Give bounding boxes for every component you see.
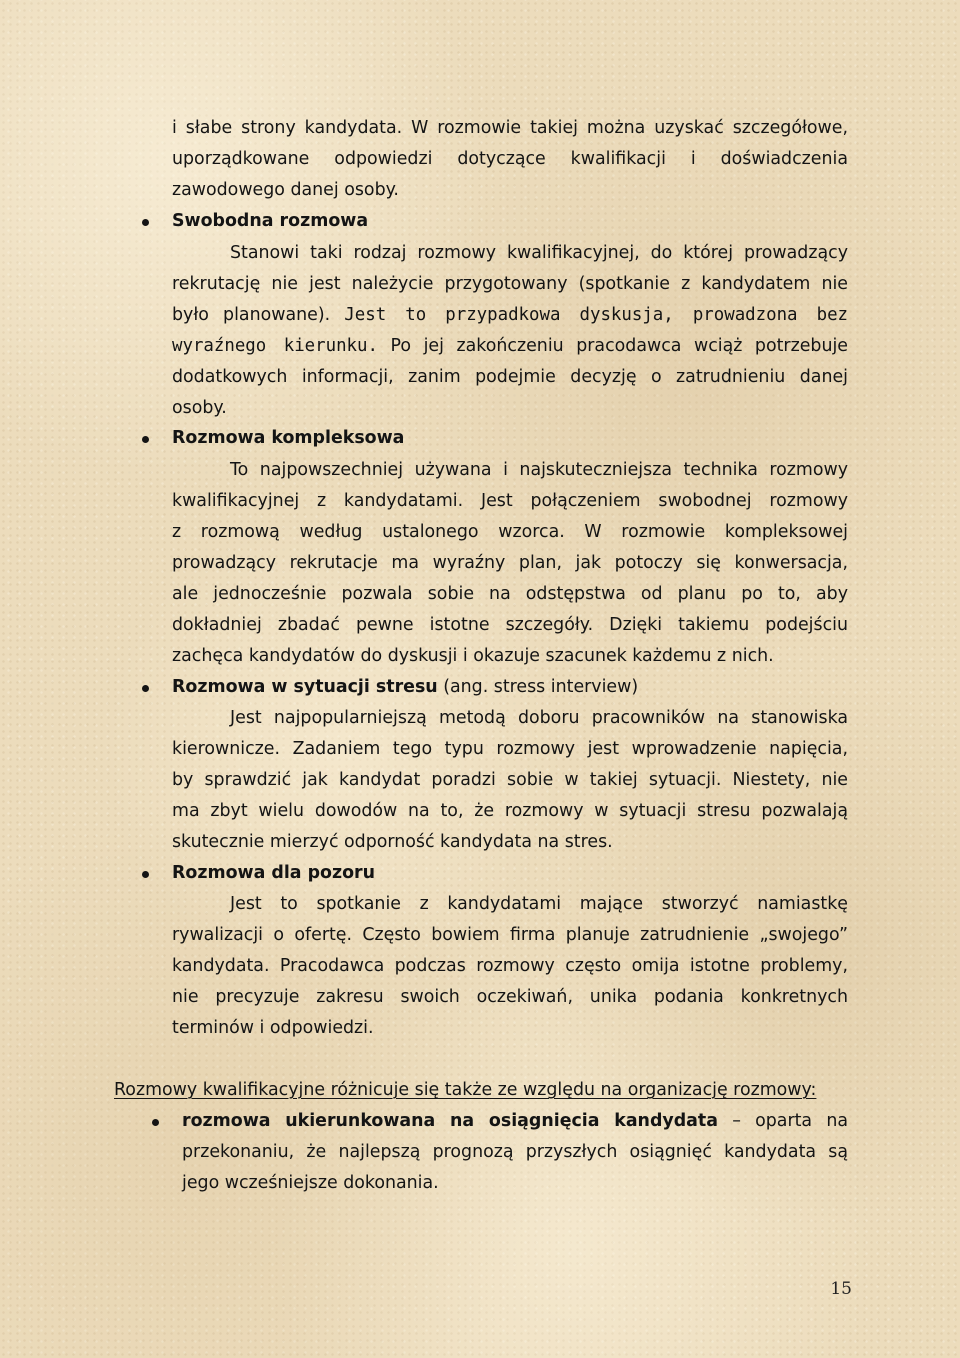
section-title-stres [172, 672, 848, 703]
paragraph-line: ma zbyt wielu dowodów na to, że rozmowy w sytuacji stresu pozwalają [172, 801, 848, 821]
paragraph-line: terminów i odpowiedzi. [172, 1018, 374, 1038]
paragraph-line: zachęca kandydatów do dyskusji i okazuje szacunek każdemu z nich. [172, 646, 774, 666]
page-number: 15 [830, 1279, 852, 1299]
paragraph-line: To najpowszechniej używana i najskuteczniejsza technika rozmowy [230, 460, 848, 480]
bullet-icon [142, 871, 149, 878]
paragraph-line: uporządkowane odpowiedzi dotyczące kwalifikacji i doświadczenia [172, 149, 848, 169]
section-title-pozor: Rozmowa dla pozoru [172, 863, 376, 883]
paragraph-line: kierownicze. Zadaniem tego typu rozmowy jest wprowadzenie napięcia, [172, 739, 848, 759]
section-heading-organizacja: Rozmowy kwalifikacyjne różnicuje się także ze względu na organizację rozmowy: [114, 1080, 817, 1100]
paragraph-line: by sprawdzić jak kandydat poradzi sobie w takiej sytuacji. Niestety, nie [172, 770, 848, 790]
paragraph-line: kwalifikacyjnej z kandydatami. Jest połączeniem swobodnej rozmowy [172, 491, 848, 511]
bullet-icon [142, 685, 149, 692]
paragraph-line: z rozmową według ustalonego wzorca. W rozmowie kompleksowej [172, 522, 848, 542]
bullet-icon [142, 436, 149, 443]
line-part-mono: wyraźnego kierunku. [172, 336, 378, 356]
paragraph-line: przekonaniu, że najlepszą prognozą przyszłych osiągnięć kandydata są [182, 1142, 848, 1162]
section-title-kompleksowa: Rozmowa kompleksowa [172, 428, 405, 448]
section-title-swobodna: Swobodna rozmowa [172, 211, 369, 231]
item-title: rozmowa ukierunkowana na osiągnięcia kandydata [182, 1111, 718, 1131]
paragraph-line: skutecznie mierzyć odporność kandydata na stres. [172, 832, 613, 852]
paragraph-line: kandydata. Pracodawca podczas rozmowy często omija istotne problemy, [172, 956, 848, 976]
line-part: Po jej zakończeniu pracodawca wciąż potrzebuje [390, 336, 849, 356]
paragraph-line: zawodowego danej osoby. [172, 180, 399, 200]
paragraph-line: Stanowi taki rodzaj rozmowy kwalifikacyjnej, do której prowadzący [230, 243, 848, 263]
paragraph-line: rekrutację nie jest należycie przygotowany (spotkanie z kandydatem nie [172, 274, 848, 294]
paragraph-line: jego wcześniejsze dokonania. [182, 1173, 439, 1193]
paragraph-line [172, 300, 848, 331]
paragraph-line: Jest najpopularniejszą metodą doboru pracowników na stanowiska [230, 708, 848, 728]
section-title-suffix: (ang. stress interview) [437, 677, 639, 697]
bullet-icon [152, 1119, 159, 1126]
paragraph-line: osoby. [172, 398, 227, 418]
item-title-rest: – oparta na [717, 1111, 849, 1131]
section-title-text: Rozmowa w sytuacji stresu [172, 677, 438, 697]
line-part-mono: Jest to przypadkowa dyskusja, prowadzona bez [344, 305, 849, 325]
paragraph-line [172, 331, 848, 362]
paragraph-line: Jest to spotkanie z kandydatami mające stworzyć namiastkę [230, 894, 848, 914]
paragraph-line: i słabe strony kandydata. W rozmowie takiej można uzyskać szczegółowe, [172, 118, 848, 138]
paragraph-line: ale jednocześnie pozwala sobie na odstępstwa od planu po to, aby [172, 584, 848, 604]
paragraph-line: prowadzący rekrutacje ma wyraźny plan, jak potoczy się konwersacja, [172, 553, 848, 573]
paragraph-line: rywalizacji o ofertę. Często bowiem firma planuje zatrudnienie „swojego” [172, 925, 848, 945]
paragraph-line [182, 1106, 848, 1137]
paragraph-line: nie precyzuje zakresu swoich oczekiwań, unika podania konkretnych [172, 987, 848, 1007]
paragraph-line: dodatkowych informacji, zanim podejmie decyzję o zatrudnieniu danej [172, 367, 848, 387]
bullet-icon [142, 219, 149, 226]
line-part: było planowane). [172, 305, 331, 325]
paragraph-line: dokładniej zbadać pewne istotne szczegóły. Dzięki takiemu podejściu [172, 615, 848, 635]
